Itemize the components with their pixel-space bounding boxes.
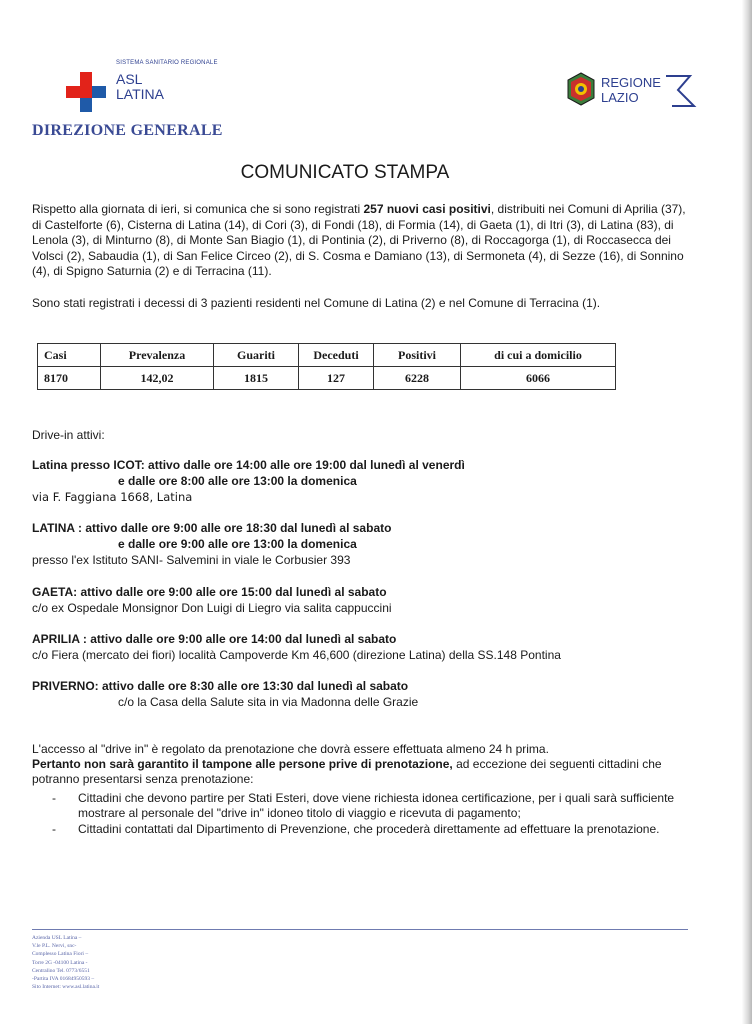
list-item-text: Cittadini che devono partire per Stati Esteri, dove viene richiesta idonea certificazione, per i quali sarà sufficiente mostrare al personale del "drive in" idoneo titolo di viaggio e ricevuta di pagamento; <box>78 791 675 820</box>
table-header-cell: Deceduti <box>299 344 374 367</box>
asl-subtitle: SISTEMA SANITARIO REGIONALE <box>116 60 218 66</box>
footer-line: V.le P.L. Nervi, snc- <box>32 943 77 950</box>
footer-line: -Partita IVA 01684950593 – <box>32 976 95 983</box>
stats-table <box>37 343 616 390</box>
drive-in-hours: APRILIA : attivo dalle ore 9:00 alle ore 14:00 dal lunedì al sabato <box>32 632 397 646</box>
footer-line: Sito Internet: www.asl.latina.it <box>32 984 100 991</box>
asl-name <box>116 72 164 102</box>
regione-lazio-emblem-icon <box>566 72 596 106</box>
page-title: COMUNICATO STAMPA <box>240 162 450 183</box>
drive-in-address: c/o ex Ospedale Monsignor Don Luigi di Liegro via salita cappuccini <box>32 601 392 615</box>
table-cell: 8170 <box>38 367 101 390</box>
drive-in-address: via F. Faggiana 1668, Latina <box>32 490 193 504</box>
table-row <box>38 367 616 390</box>
table-header-cell: di cui a domicilio <box>461 344 616 367</box>
drive-in-address: c/o Fiera (mercato dei fiori) località Campoverde Km 46,600 (direzione Latina) della SS.148 Pontina <box>32 648 561 662</box>
access-note <box>32 742 697 787</box>
table-header-cell: Casi <box>38 344 101 367</box>
intro-text-before: Rispetto alla giornata di ieri, si comunica che si sono registrati <box>32 202 364 216</box>
table-header-row <box>38 344 616 367</box>
drive-in-hours-extra: e dalle ore 9:00 alle ore 13:00 la domenica <box>118 537 357 551</box>
region-line2: LAZIO <box>601 90 639 105</box>
table-cell: 6228 <box>374 367 461 390</box>
table-header-cell: Prevalenza <box>101 344 214 367</box>
table-cell: 127 <box>299 367 374 390</box>
table-cell: 1815 <box>214 367 299 390</box>
asl-name-line2: LATINA <box>116 86 164 102</box>
intro-paragraph <box>32 202 694 280</box>
drive-in-hours: GAETA: attivo dalle ore 9:00 alle ore 15:00 dal lunedì al sabato <box>32 585 387 599</box>
drive-in-hours-extra: e dalle ore 8:00 alle ore 13:00 la domenica <box>118 474 357 488</box>
drive-in-hours: LATINA : attivo dalle ore 9:00 alle ore 18:30 dal lunedì al sabato <box>32 521 392 535</box>
drive-in-item <box>32 678 418 710</box>
access-warning-rest: ad eccezione dei seguenti cittadini che potranno presentarsi senza prenotazione: <box>32 757 662 786</box>
drive-in-address: c/o la Casa della Salute sita in via Madonna delle Grazie <box>118 695 419 709</box>
footer-line: Centralino Tel. 0773/6551 <box>32 967 90 974</box>
footer-divider <box>32 929 688 930</box>
drive-in-heading: Drive-in attivi: <box>32 428 105 442</box>
footer-line: Torre 2G -04100 Latina - <box>32 959 88 966</box>
asl-cross-logo-icon <box>66 72 106 112</box>
list-item <box>52 791 697 821</box>
direzione-generale-heading: DIREZIONE GENERALE <box>32 122 223 139</box>
table-cell: 142,02 <box>101 367 214 390</box>
list-item <box>52 822 697 837</box>
list-item-text: Cittadini contattati dal Dipartimento di Prevenzione, che procederà direttamente ad effettuare la prenotazione. <box>78 822 660 836</box>
table-header-cell: Positivi <box>374 344 461 367</box>
footer-line: Azienda USL Latina – <box>32 935 82 941</box>
deaths-paragraph: Sono stati registrati i decessi di 3 pazienti residenti nel Comune di Latina (2) e nel Comune di Terracina (1). <box>32 296 601 310</box>
asl-name-line1: ASL <box>116 71 143 87</box>
bullet-marker: - <box>52 822 56 836</box>
regione-lazio-name <box>601 75 661 105</box>
region-line1: REGIONE <box>601 75 661 90</box>
drive-in-hours: PRIVERNO: attivo dalle ore 8:30 alle ore 13:30 dal lunedì al sabato <box>32 679 409 693</box>
drive-in-item <box>32 520 391 568</box>
lazio-chevron-icon <box>664 74 698 108</box>
bullet-marker: - <box>52 791 56 805</box>
footer-address <box>32 934 99 991</box>
access-warning <box>32 757 697 787</box>
drive-in-item <box>32 457 465 505</box>
drive-in-hours: Latina presso ICOT: attivo dalle ore 14:00 alle ore 19:00 dal lunedì al venerdì <box>32 458 465 472</box>
drive-in-item <box>32 584 392 616</box>
intro-text-after: , distribuiti nei Comuni di Aprilia (37), di Castelforte (6), Cisterna di Latina (14), di Cori (3), di Fondi (18), di Formia (14), di Gaeta (1), di Itri (3), di Latina (83), di Lenola (3), di Minturno (8), di Monte San Biagio (1), di Pontinia (2), di Priverno (8), di Roccagorga (1), di Roccasecca dei Volsci (2), Sabaudia (1), di San Felice Circeo (2), di S. Cosma e Damiano (13), di Sermoneta (4), di Sezze (16), di Sonnino (4), di Spigno Saturnia (2) e di Terracina (11). <box>32 202 686 278</box>
drive-in-address: presso l'ex Istituto SANI- Salvemini in viale le Corbusier 393 <box>32 553 351 567</box>
access-line: L'accesso al "drive in" è regolato da prenotazione che dovrà essere effettuata almeno 24 h prima. <box>32 742 549 756</box>
drive-in-item <box>32 631 561 663</box>
table-header-cell: Guariti <box>214 344 299 367</box>
table-cell: 6066 <box>461 367 616 390</box>
page-edge-shadow <box>742 0 752 1024</box>
footer-line: Complesso Latina Fiori – <box>32 951 89 958</box>
new-cases-highlight: 257 nuovi casi positivi <box>363 202 491 216</box>
access-warning-bold: Pertanto non sarà garantito il tampone alle persone prive di prenotazione, <box>32 757 453 771</box>
